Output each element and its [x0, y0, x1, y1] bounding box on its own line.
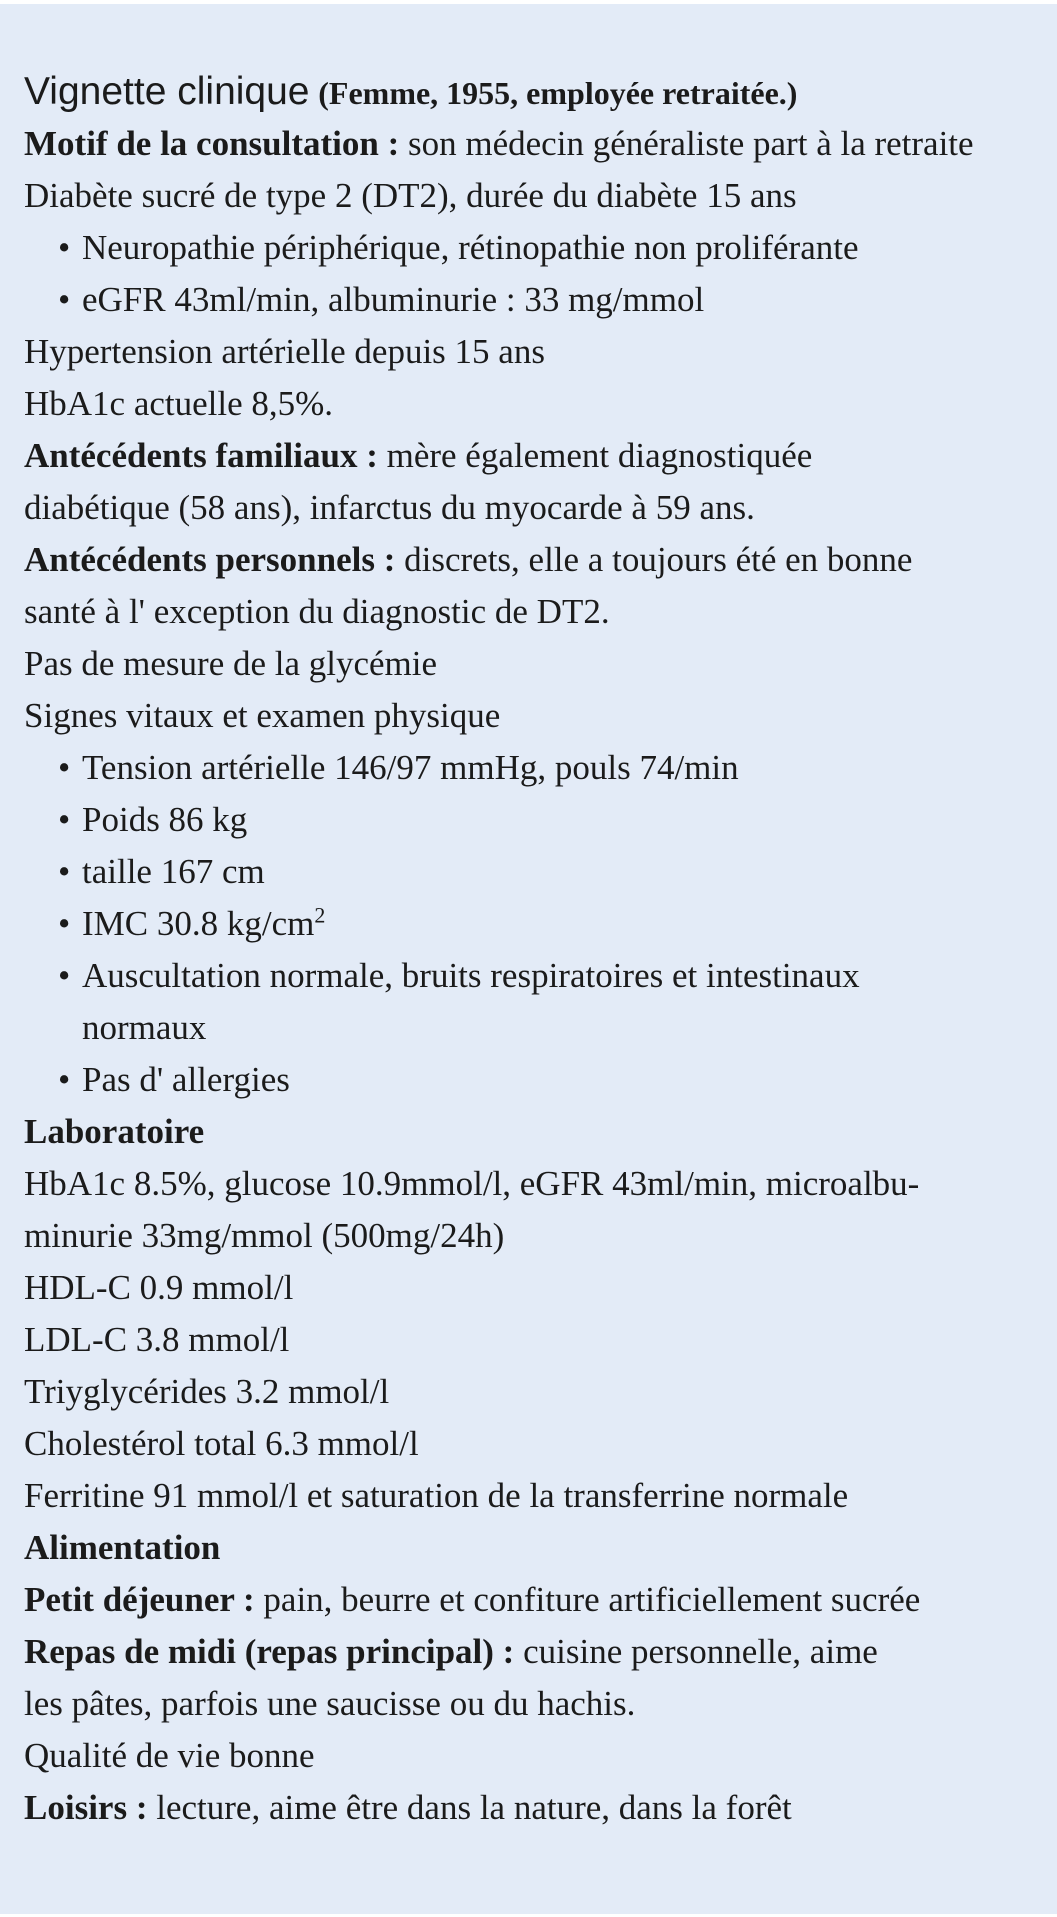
hba1c-line: HbA1c actuelle 8,5%. [24, 384, 334, 423]
loisirs-text: lecture, aime être dans la nature, dans la forêt [147, 1788, 792, 1827]
laboratoire-line-2: minurie 33mg/mmol (500mg/24h) [24, 1216, 505, 1255]
petit-dejeuner-line [24, 1574, 1057, 1626]
repas-midi-label: Repas de midi (repas principal) : [24, 1632, 515, 1671]
motif-label: Motif de la consultation : [24, 124, 400, 163]
allergies-item: • Pas d' allergies [24, 1054, 1057, 1106]
repas-midi-line-2: les pâtes, parfois une saucisse ou du hachis. [24, 1684, 636, 1723]
laboratoire-line-1: HbA1c 8.5%, glucose 10.9mmol/l, eGFR 43ml/min, microalbu- [24, 1164, 920, 1203]
auscultation-item: • Auscultation normale, bruits respiratoires et intestinaux [24, 950, 1057, 1002]
repas-midi-line-1 [24, 1626, 1057, 1678]
petit-dejeuner-text: pain, beurre et confiture artificiellement sucrée [254, 1580, 921, 1619]
poids-item: • Poids 86 kg [24, 794, 1057, 846]
personnels-text-1: discrets, elle a toujours été en bonne [395, 540, 913, 579]
lab-value-hdl: HDL-C 0.9 mmol/l [24, 1268, 294, 1307]
taille-item: • taille 167 cm [24, 846, 1057, 898]
clinical-vignette-box [0, 4, 1057, 1914]
personnels-line-1 [24, 534, 1057, 586]
repas-midi-text-1: cuisine personnelle, aime [514, 1632, 878, 1671]
familiaux-text-1: mère également diagnostiquée [377, 436, 813, 475]
loisirs-line [24, 1782, 1057, 1834]
imc-item [24, 898, 1057, 950]
vignette-title [24, 66, 1057, 118]
imc-text: IMC 30.8 kg/cm [82, 904, 315, 943]
diabete-item: • eGFR 43ml/min, albuminurie : 33 mg/mmol [24, 274, 1057, 326]
personnels-label: Antécédents personnels : [24, 540, 396, 579]
alimentation-heading [24, 1522, 1057, 1574]
alimentation-heading-text: Alimentation [24, 1528, 221, 1567]
diabete-item: • Neuropathie périphérique, rétinopathie non proliférante [24, 222, 1057, 274]
petit-dejeuner-label: Petit déjeuner : [24, 1580, 255, 1619]
qualite-line: Qualité de vie bonne [24, 1736, 315, 1775]
motif-text: son médecin généraliste part à la retraite [399, 124, 974, 163]
personnels-line-2: santé à l' exception du diagnostic de DT2. [24, 592, 610, 631]
title-sub: (Femme, 1955, employée retraitée.) [318, 75, 798, 111]
title-main: Vignette clinique [24, 70, 310, 113]
laboratoire-heading-text: Laboratoire [24, 1112, 205, 1151]
laboratoire-heading [24, 1106, 1057, 1158]
imc-superscript: 2 [314, 902, 326, 928]
familiaux-line-1 [24, 430, 1057, 482]
lab-value-ldl: LDL-C 3.8 mmol/l [24, 1320, 290, 1359]
glycemie-line: Pas de mesure de la glycémie [24, 644, 438, 683]
motif-line [24, 118, 1057, 170]
lab-value-cholesterol: Cholestérol total 6.3 mmol/l [24, 1424, 419, 1463]
signes-heading: Signes vitaux et examen physique [24, 696, 501, 735]
familiaux-line-2: diabétique (58 ans), infarctus du myocarde à 59 ans. [24, 488, 755, 527]
auscultation-continued: normaux [82, 1008, 207, 1047]
familiaux-label: Antécédents familiaux : [24, 436, 378, 475]
lab-value-triglycerides: Triyglycérides 3.2 mmol/l [24, 1372, 390, 1411]
diabete-line: Diabète sucré de type 2 (DT2), durée du diabète 15 ans [24, 176, 797, 215]
lab-value-ferritine: Ferritine 91 mmol/l et saturation de la transferrine normale [24, 1476, 849, 1515]
hypertension-line: Hypertension artérielle depuis 15 ans [24, 332, 545, 371]
loisirs-label: Loisirs : [24, 1788, 148, 1827]
tension-item: • Tension artérielle 146/97 mmHg, pouls 74/min [24, 742, 1057, 794]
